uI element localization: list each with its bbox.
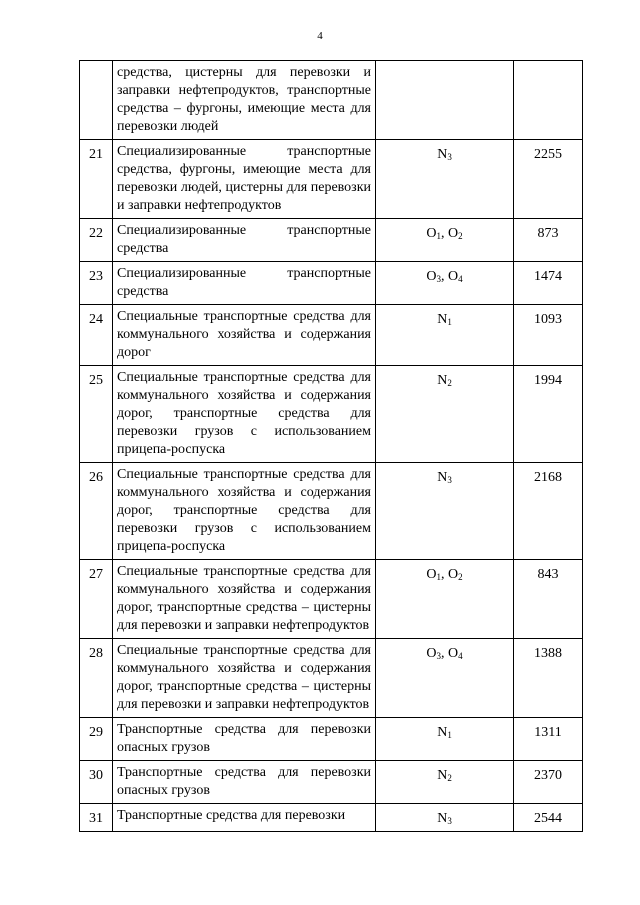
category-subscript: 1	[447, 317, 452, 327]
category-subscript: 4	[458, 651, 463, 661]
value-cell: 2255	[514, 140, 583, 219]
category-subscript: 3	[447, 816, 452, 826]
row-number	[80, 61, 113, 140]
table-row	[80, 305, 583, 366]
category-letter: O	[426, 269, 437, 284]
row-number: 27	[80, 560, 113, 639]
category-subscript: 3	[436, 274, 441, 284]
category-subscript: 2	[458, 231, 463, 241]
vehicle-type-description: Специализированные транспортные средства	[113, 262, 376, 305]
row-number: 26	[80, 463, 113, 560]
row-number: 24	[80, 305, 113, 366]
table-row	[80, 761, 583, 804]
vehicle-category	[376, 366, 514, 463]
table-row	[80, 463, 583, 560]
vehicle-category	[376, 305, 514, 366]
vehicle-category	[376, 140, 514, 219]
category-subscript: 2	[458, 572, 463, 582]
category-letter: N	[437, 725, 448, 740]
value-cell: 2168	[514, 463, 583, 560]
value-cell: 843	[514, 560, 583, 639]
row-number: 30	[80, 761, 113, 804]
category-letter: N	[437, 147, 448, 162]
vehicle-category-table	[79, 60, 583, 832]
value-cell: 2544	[514, 804, 583, 832]
vehicle-type-description: Специализированные транспортные средства	[113, 219, 376, 262]
row-number: 28	[80, 639, 113, 718]
vehicle-category	[376, 761, 514, 804]
category-subscript: 1	[447, 730, 452, 740]
vehicle-type-description: Транспортные средства для перевозки	[113, 804, 376, 832]
category-subscript: 2	[447, 773, 452, 783]
vehicle-type-description: Специальные транспортные средства для коммунального хозяйства и содержания дорог, транспортные средства – цистерны для перевозки и заправки нефтепродуктов	[113, 639, 376, 718]
value-cell	[514, 61, 583, 140]
value-cell: 1994	[514, 366, 583, 463]
row-number: 21	[80, 140, 113, 219]
category-subscript: 2	[447, 378, 452, 388]
vehicle-type-description: Специальные транспортные средства для коммунального хозяйства и содержания дорог, транспортные средства для перевозки грузов с использованием прицепа-роспуска	[113, 463, 376, 560]
category-subscript: 1	[436, 231, 441, 241]
value-cell: 1388	[514, 639, 583, 718]
category-letter: O	[426, 567, 437, 582]
vehicle-type-description: средства, цистерны для перевозки и заправки нефтепродуктов, транспортные средства – фургоны, имеющие места для перевозки людей	[113, 61, 376, 140]
value-cell: 873	[514, 219, 583, 262]
table-row	[80, 262, 583, 305]
category-subscript: 3	[436, 651, 441, 661]
value-cell: 2370	[514, 761, 583, 804]
table-row	[80, 140, 583, 219]
category-letter: O	[448, 646, 459, 661]
vehicle-type-description: Транспортные средства для перевозки опасных грузов	[113, 761, 376, 804]
category-letter: N	[437, 373, 448, 388]
table-row	[80, 560, 583, 639]
category-letter: N	[437, 811, 448, 826]
table-row	[80, 639, 583, 718]
category-subscript: 1	[436, 572, 441, 582]
row-number: 31	[80, 804, 113, 832]
category-letter: O	[448, 567, 459, 582]
vehicle-type-description: Специальные транспортные средства для коммунального хозяйства и содержания дорог, транспортные средства для перевозки грузов с использованием прицепа-роспуска	[113, 366, 376, 463]
vehicle-type-description: Транспортные средства для перевозки опасных грузов	[113, 718, 376, 761]
category-letter: N	[437, 470, 448, 485]
category-subscript: 4	[458, 274, 463, 284]
category-letter: N	[437, 768, 448, 783]
table-row	[80, 366, 583, 463]
category-letter: O	[426, 646, 437, 661]
table-row	[80, 804, 583, 832]
row-number: 23	[80, 262, 113, 305]
category-subscript: 3	[447, 152, 452, 162]
vehicle-type-description: Специальные транспортные средства для коммунального хозяйства и содержания дорог, транспортные средства – цистерны для перевозки и заправки нефтепродуктов	[113, 560, 376, 639]
vehicle-type-description: Специальные транспортные средства для коммунального хозяйства и содержания дорог	[113, 305, 376, 366]
vehicle-type-description: Специализированные транспортные средства, фургоны, имеющие места для перевозки людей, цистерны для перевозки и заправки нефтепродуктов	[113, 140, 376, 219]
value-cell: 1474	[514, 262, 583, 305]
category-letter: O	[448, 269, 459, 284]
category-letter: O	[426, 226, 437, 241]
vehicle-category: $O_3$, $O_4$	[376, 639, 514, 718]
value-cell: 1311	[514, 718, 583, 761]
category-subscript: 3	[447, 475, 452, 485]
value-cell: 1093	[514, 305, 583, 366]
vehicle-category: $O_1$, $O_2$	[376, 560, 514, 639]
table-row	[80, 219, 583, 262]
vehicle-category: $O_3$, $O_4$	[376, 262, 514, 305]
vehicle-category	[376, 61, 514, 140]
table-row	[80, 718, 583, 761]
vehicle-category	[376, 718, 514, 761]
row-number: 25	[80, 366, 113, 463]
vehicle-category	[376, 463, 514, 560]
vehicle-category	[376, 804, 514, 832]
vehicle-category: $O_1$, $O_2$	[376, 219, 514, 262]
row-number: 22	[80, 219, 113, 262]
table-row	[80, 61, 583, 140]
page-number: 4	[317, 30, 323, 42]
category-letter: O	[448, 226, 459, 241]
category-letter: N	[437, 312, 448, 327]
row-number: 29	[80, 718, 113, 761]
